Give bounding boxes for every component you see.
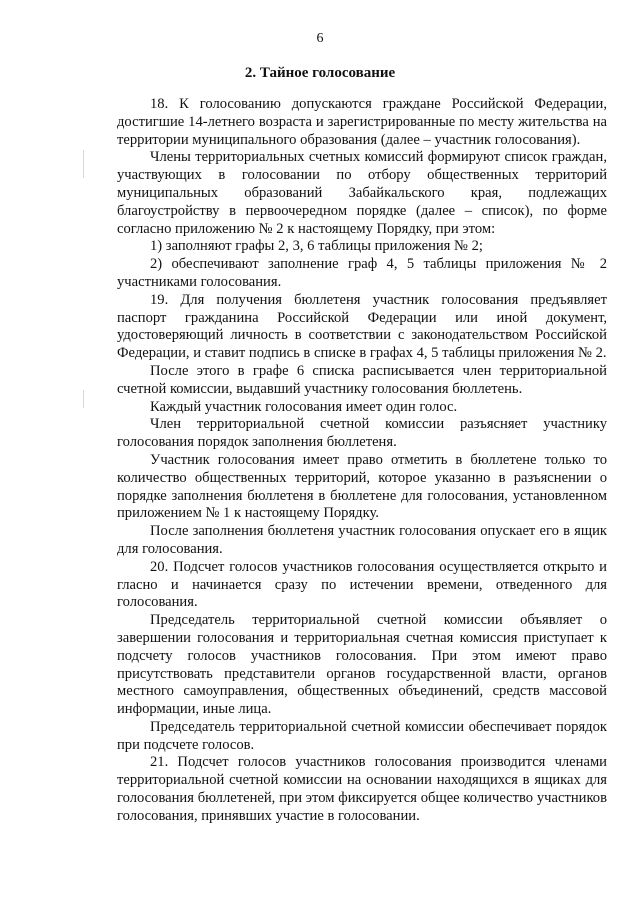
paragraph-20: 20. Подсчет голосов участников голосования осуществляется открыто и гласно и начинается сразу по истечении времени, отведенного для голосования. [117, 558, 607, 611]
paragraph-chairman-order: Председатель территориальной счетной комиссии обеспечивает порядок при подсчете голосов. [117, 718, 607, 753]
paragraph-list-formation: Члены территориальных счетных комиссий формируют список граждан, участвующих в голосовании по отбору общественных территорий муниципальных образований Забайкальского края, подлежащих благоустройству в первоочередном порядке (далее – список), по форме согласно приложению № 2 к настоящему Порядку, при этом: [117, 149, 607, 237]
section-title: 2. Тайное голосование [244, 65, 396, 81]
margin-scan-mark [83, 390, 84, 408]
paragraph-21: 21. Подсчет голосов участников голосования производится членами территориальной счетной комиссии на основании находящихся в ящиках для голосования бюллетеней, при этом фиксируется общее количество участников голосования, принявших участие в голосовании. [117, 754, 607, 824]
paragraph-ballot-box: После заполнения бюллетеня участник голосования опускает его в ящик для голосования. [117, 523, 607, 557]
paragraph-explains: Член территориальной счетной комиссии разъясняет участнику голосования порядок заполнения бюллетеня. [117, 416, 607, 451]
paragraph-item-1: 1) заполняют графы 2, 3, 6 таблицы приложения № 2; [150, 238, 483, 255]
paragraph-19: 19. Для получения бюллетеня участник голосования предъявляет паспорт гражданина Российской Федерации или иной документ, удостоверяющий личность в соответствии с законодательством Российской Федерации, и ставит подпись в списке в графах 4, 5 таблицы приложения № 2. [117, 291, 607, 362]
document-body [117, 96, 607, 826]
paragraph-chairman-announces: Председатель территориальной счетной комиссии объявляет о завершении голосования и территориальная счетная комиссия приступает к подсчету голосов участников голосования. При этом имеют право присутствовать представители органов государственной власти, органов местного самоуправления, общественных объединений, средств массовой информации, иные лица. [117, 612, 607, 718]
paragraph-signature: После этого в графе 6 списка расписывается член территориальной счетной комиссии, выдавший участнику голосования бюллетень. [117, 362, 607, 397]
paragraph-marking-right: Участник голосования имеет право отметить в бюллетене только то количество общественных территорий, которое указанно в разъяснении о порядке заполнения бюллетеня в бюллетене для голосования, установленном приложением № 1 к настоящему Порядку. [117, 451, 607, 522]
paragraph-18: 18. К голосованию допускаются граждане Российской Федерации, достигшие 14-летнего возраста и зарегистрированные по месту жительства на территории муниципального образования (далее – участник голосования). [117, 96, 607, 148]
paragraph-one-vote: Каждый участник голосования имеет один голос. [150, 398, 458, 415]
page-number: 6 [316, 31, 324, 46]
margin-scan-mark [83, 150, 84, 178]
paragraph-item-2: 2) обеспечивают заполнение граф 4, 5 таблицы приложения № 2 участниками голосования. [117, 256, 607, 290]
